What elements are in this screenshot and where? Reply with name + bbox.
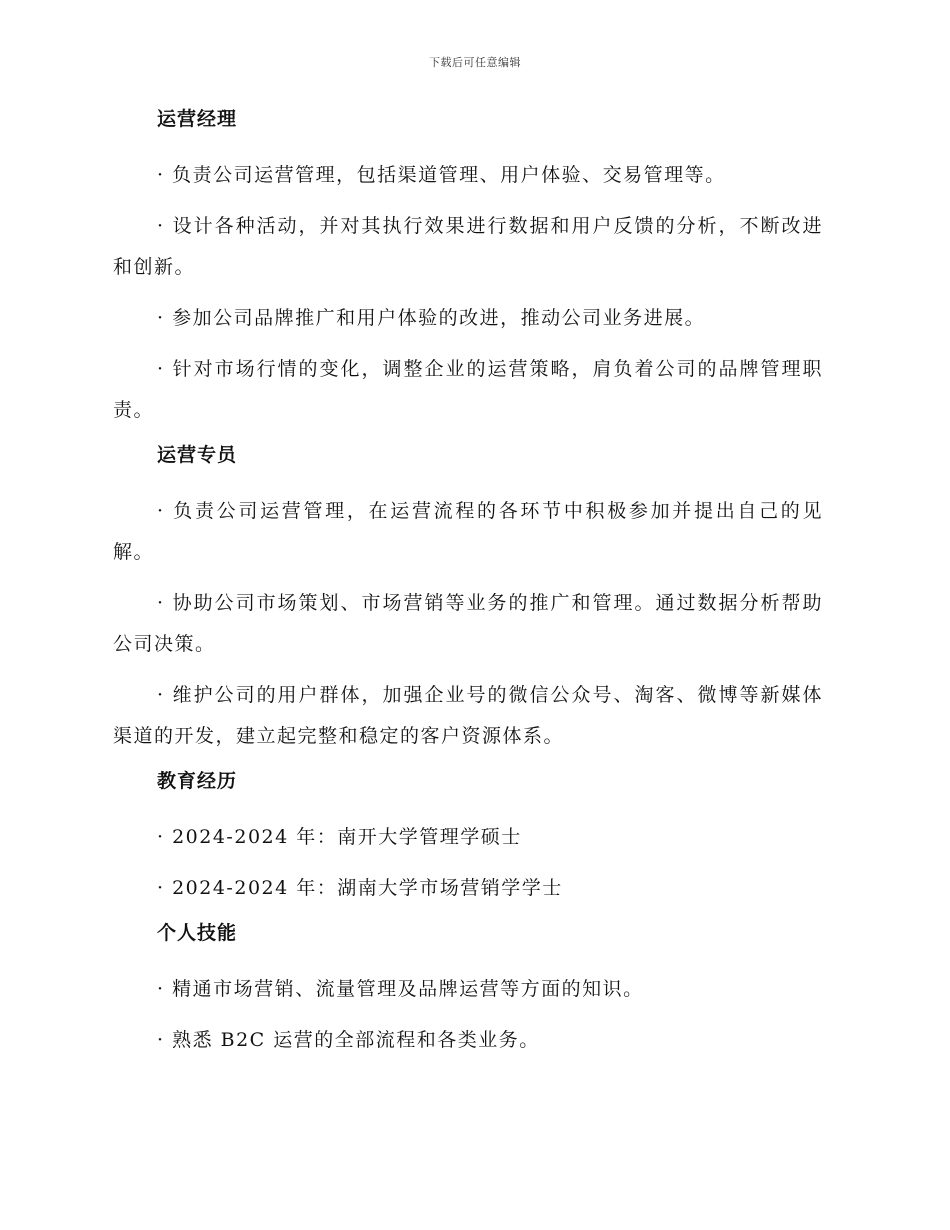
list-item: · 针对市场行情的变化，调整企业的运营策略，肩负着公司的品牌管理职责。	[113, 358, 823, 421]
document-body	[113, 105, 823, 1071]
list-item: · 参加公司品牌推广和用户体验的改进，推动公司业务进展。	[157, 307, 706, 329]
section-operations-manager	[113, 105, 823, 431]
page-header-note: 下载后可任意编辑	[429, 56, 521, 69]
list-item: · 负责公司运营管理，包括渠道管理、用户体验、交易管理等。	[157, 164, 726, 186]
list-item: · 2024-2024 年：湖南大学市场营销学学士	[157, 877, 563, 899]
list-item: · 设计各种活动，并对其执行效果进行数据和用户反馈的分析，不断改进和创新。	[113, 215, 823, 278]
section-title: 教育经历	[157, 770, 238, 792]
section-education	[113, 767, 823, 909]
list-item: · 维护公司的用户群体，加强企业号的微信公众号、淘客、微博等新媒体渠道的开发，建立起完整和稳定的客户资源体系。	[113, 684, 823, 747]
list-item: · 负责公司运营管理，在运营流程的各环节中积极参加并提出自己的见解。	[113, 500, 823, 563]
section-skills	[113, 919, 823, 1061]
list-item: · 熟悉 B2C 运营的全部流程和各类业务。	[157, 1029, 540, 1051]
section-title: 个人技能	[157, 922, 238, 944]
section-title: 运营专员	[157, 444, 238, 466]
list-item: · 2024-2024 年：南开大学管理学硕士	[157, 826, 522, 848]
list-item: · 协助公司市场策划、市场营销等业务的推广和管理。通过数据分析帮助公司决策。	[113, 592, 823, 655]
list-item: · 精通市场营销、流量管理及品牌运营等方面的知识。	[157, 978, 644, 1000]
section-title: 运营经理	[157, 108, 238, 130]
section-operations-specialist	[113, 441, 823, 757]
